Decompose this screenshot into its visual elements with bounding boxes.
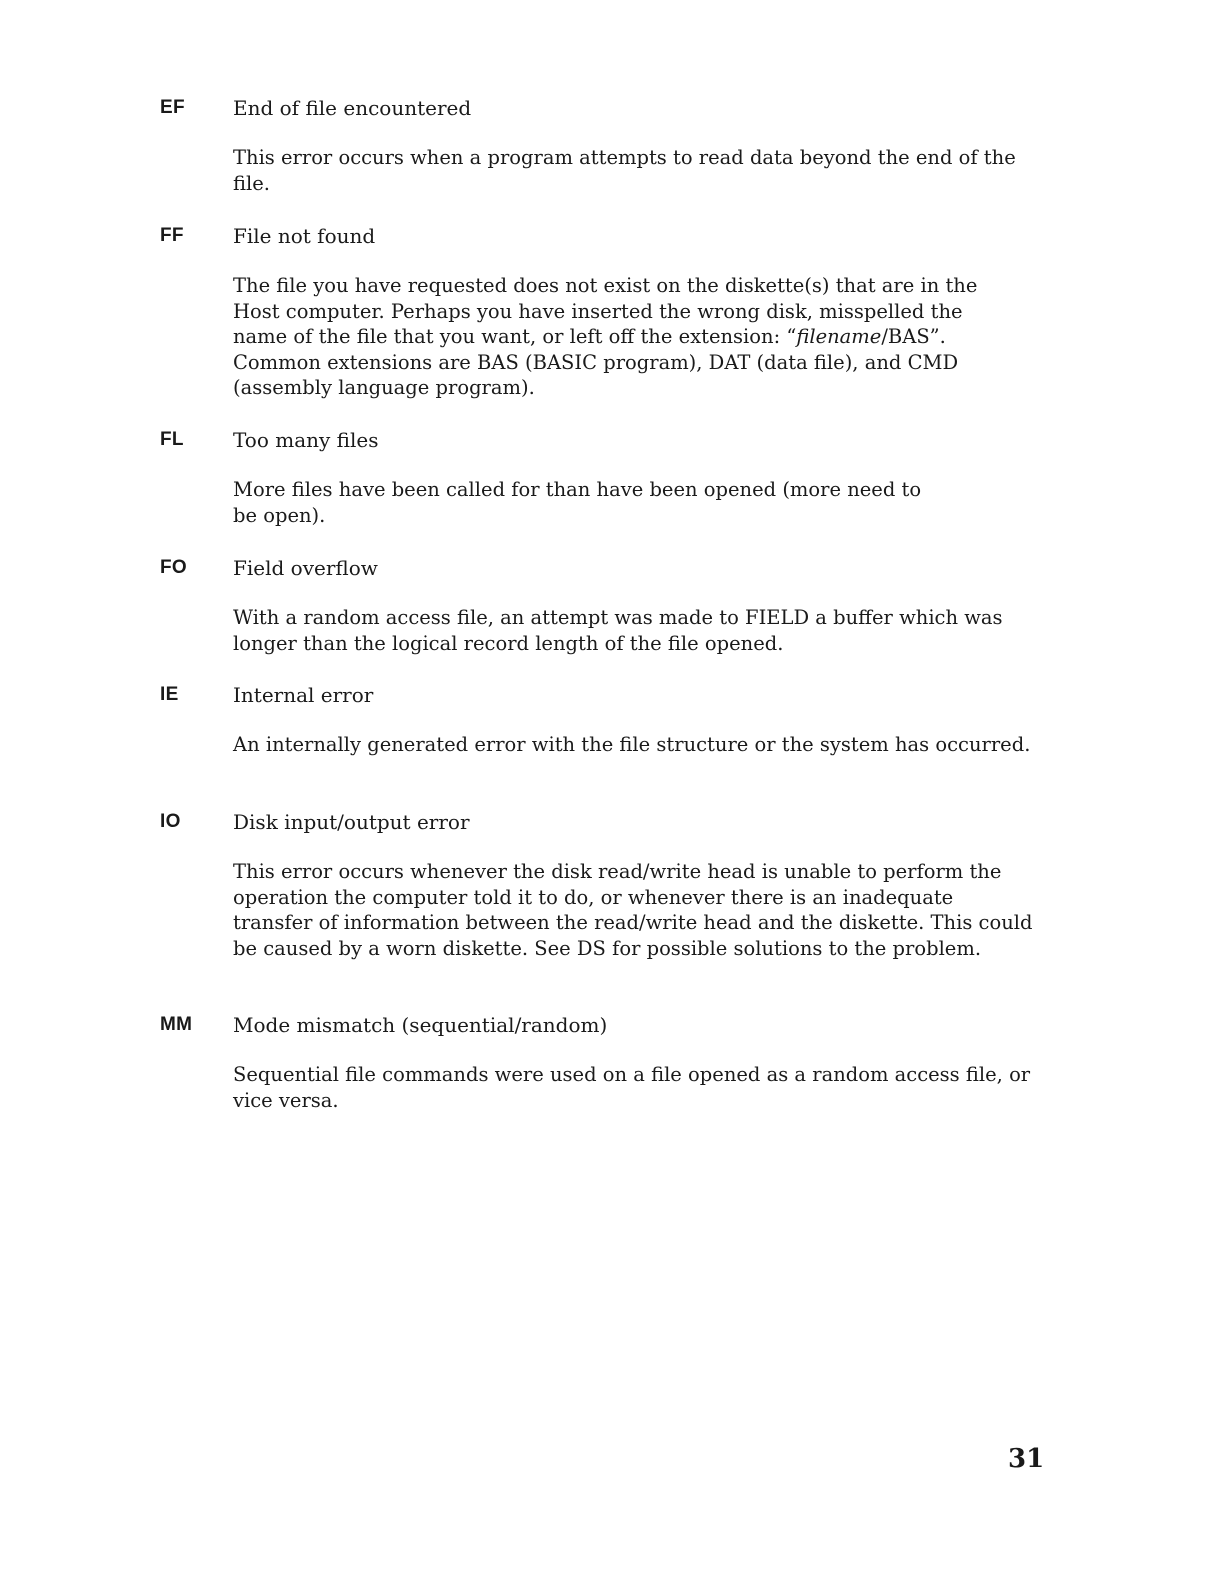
error-title: Too many files bbox=[233, 428, 379, 452]
error-description: This error occurs whenever the disk read/write head is unable to perform the operation the computer told it to do, or whenever there is an inadequate transfer of information between the read/write head and the diskette. This could be caused by a worn diskette. See DS for possible solutions to the problem. bbox=[233, 860, 1033, 960]
error-description: Sequential file commands were used on a file opened as a random access file, or vice versa. bbox=[233, 1063, 1031, 1112]
error-description bbox=[233, 273, 1038, 401]
error-code: FL bbox=[160, 429, 184, 450]
description-line: The file you have requested does not exist on the diskette(s) that are in the bbox=[233, 274, 978, 297]
error-title: Field overflow bbox=[233, 556, 378, 580]
filename-placeholder: filename bbox=[796, 325, 882, 349]
description-line: be open). bbox=[233, 503, 326, 527]
description-line: (assembly language program). bbox=[233, 376, 535, 400]
error-title: File not found bbox=[233, 224, 376, 248]
error-title: End of file encountered bbox=[233, 96, 472, 120]
description-line-text: name of the file that you want, or left off the extension: “ bbox=[233, 325, 797, 349]
error-description: An internally generated error with the file structure or the system has occurred. bbox=[233, 733, 1031, 756]
error-description bbox=[233, 477, 1038, 528]
error-code: MM bbox=[160, 1014, 193, 1035]
error-code: FF bbox=[160, 225, 184, 246]
error-code: FO bbox=[160, 557, 187, 578]
error-code: EF bbox=[160, 97, 185, 118]
error-code: IE bbox=[160, 684, 179, 705]
description-line: Host computer. Perhaps you have inserted the wrong disk, misspelled the bbox=[233, 299, 963, 323]
error-title: Internal error bbox=[233, 683, 374, 707]
description-line bbox=[233, 324, 1038, 350]
error-title: Disk input/output error bbox=[233, 810, 470, 834]
error-description: With a random access file, an attempt was made to FIELD a buffer which was longer than the logical record length of the file opened. bbox=[233, 606, 1003, 655]
extension-text: /BAS”. bbox=[881, 325, 946, 349]
description-line: Common extensions are BAS (BASIC program), DAT (data file), and CMD bbox=[233, 350, 959, 374]
error-title: Mode mismatch (sequential/random) bbox=[233, 1013, 608, 1037]
error-description: This error occurs when a program attempts to read data beyond the end of the file. bbox=[233, 146, 1016, 195]
error-code: IO bbox=[160, 811, 181, 832]
page-number: 31 bbox=[1008, 1444, 1045, 1474]
description-line: More files have been called for than have been opened (more need to bbox=[233, 478, 922, 501]
